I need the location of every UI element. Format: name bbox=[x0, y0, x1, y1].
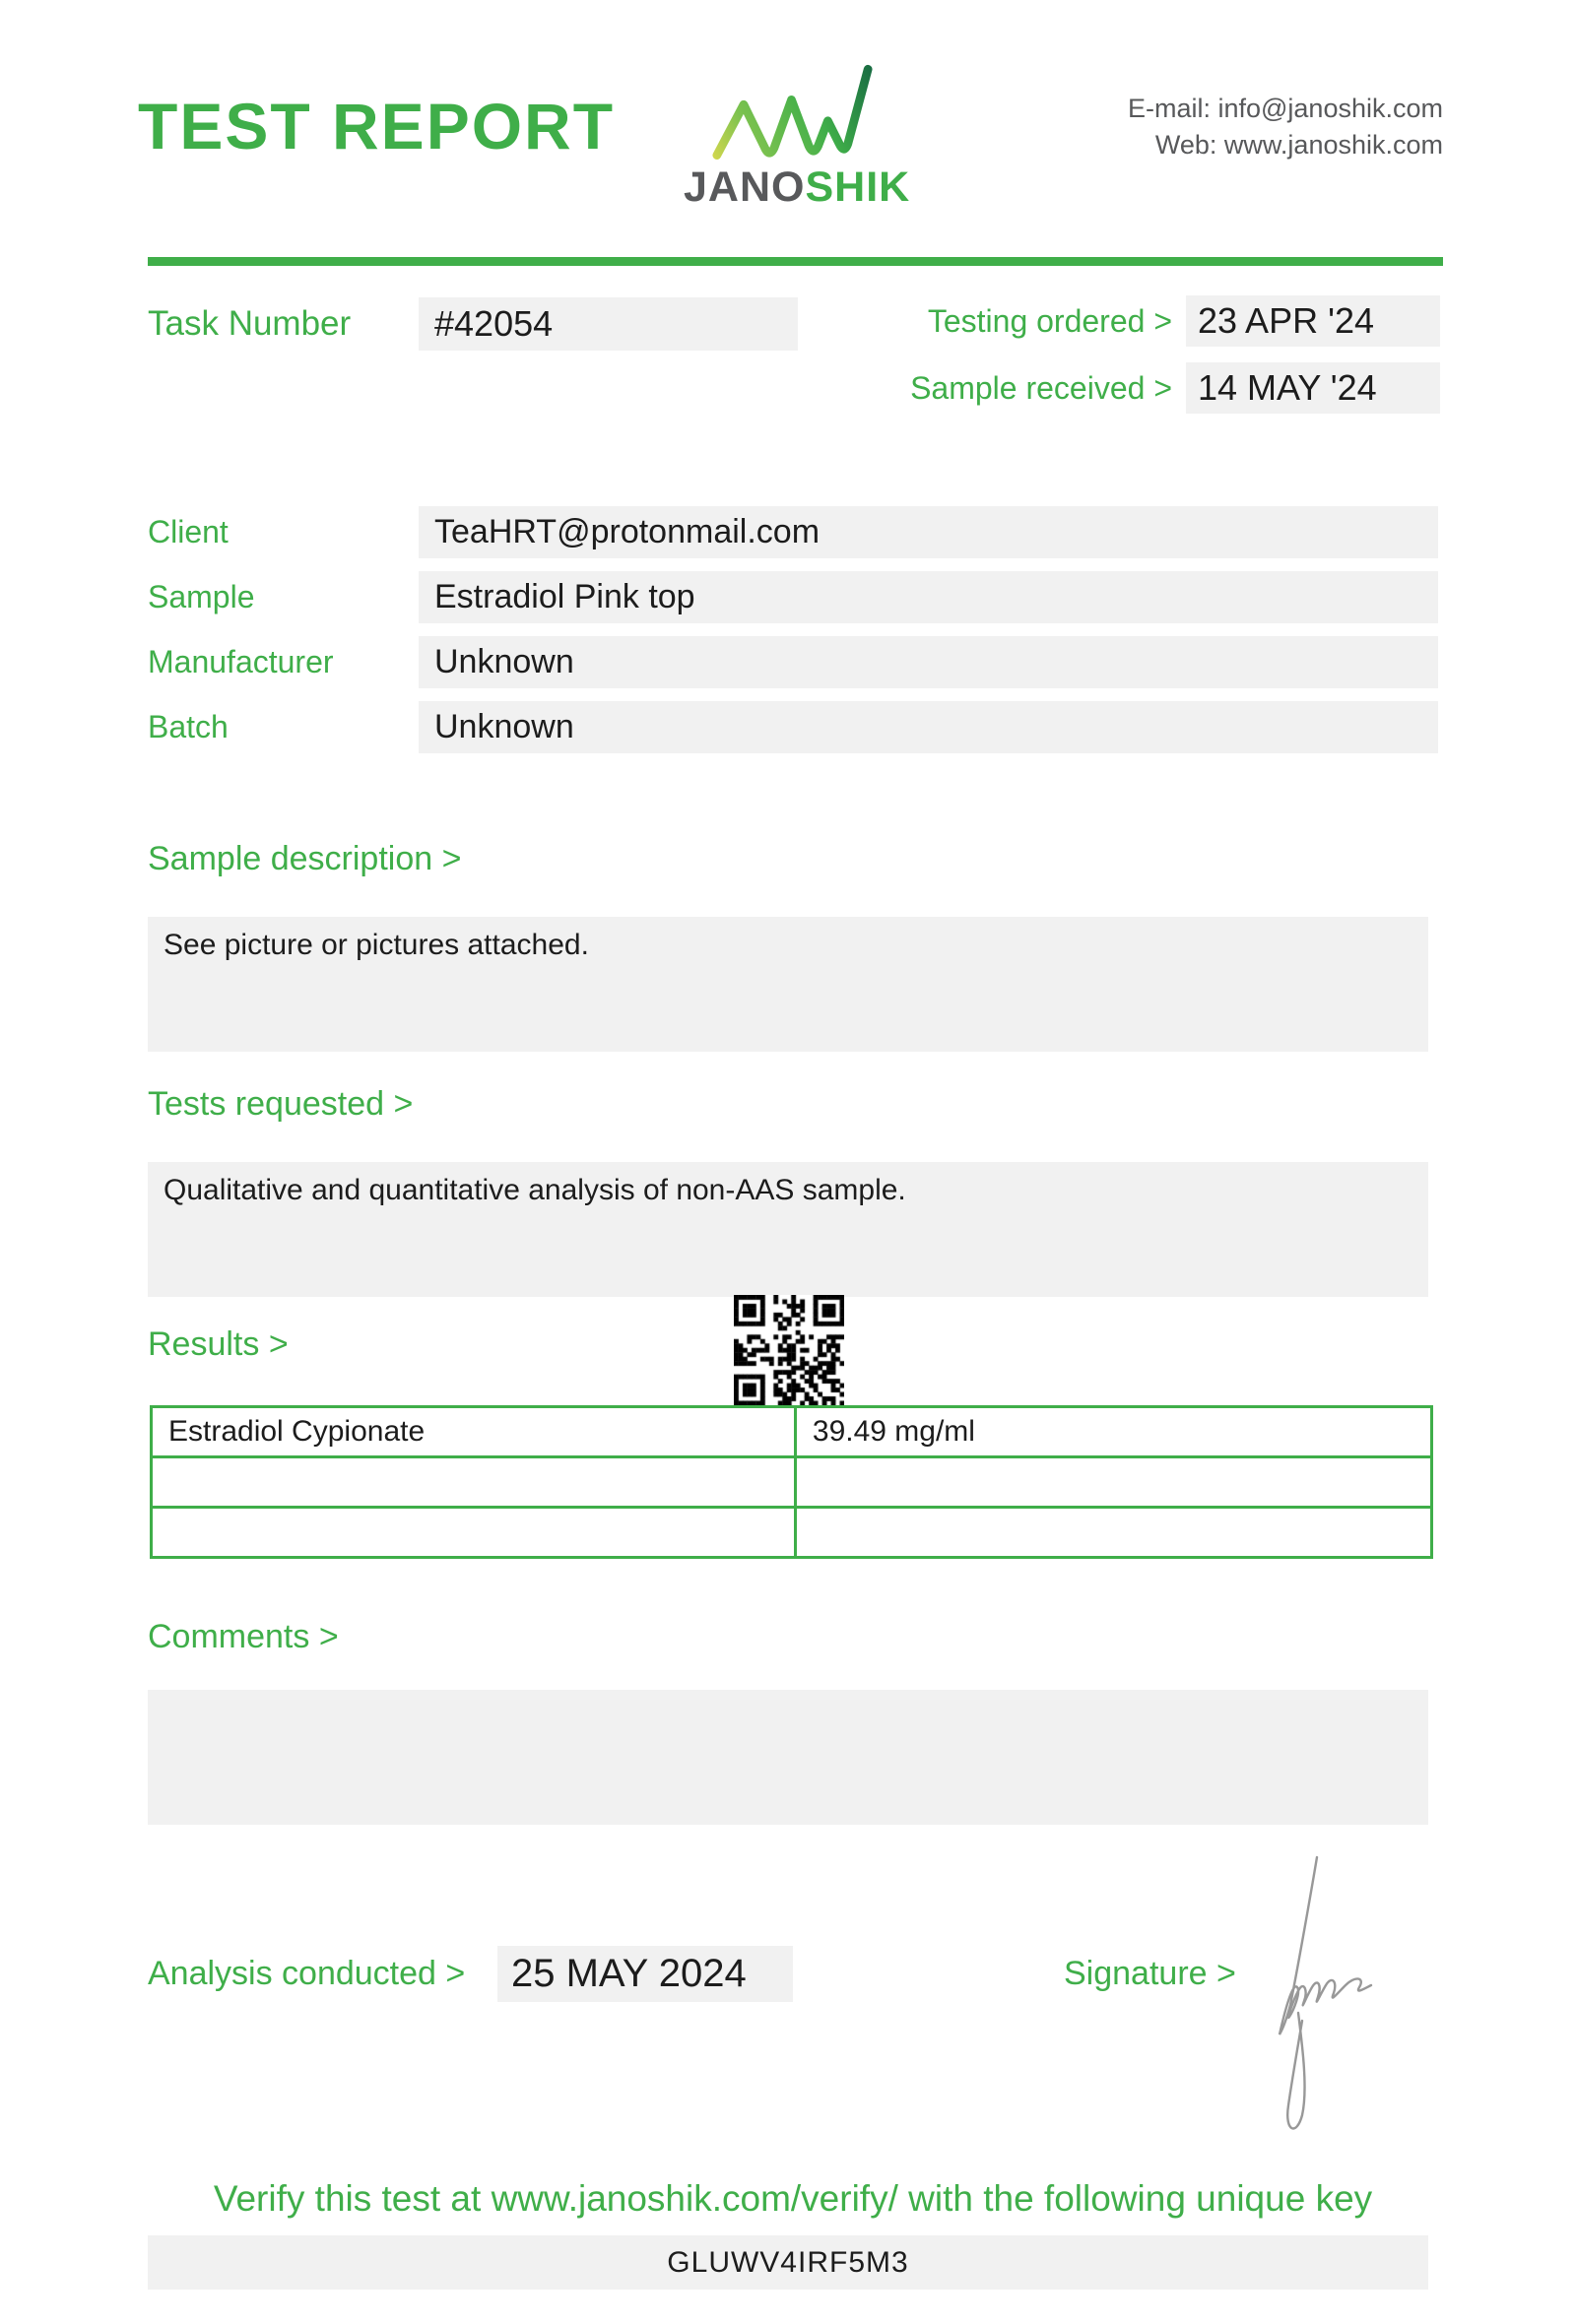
analysis-conducted-label: Analysis conducted > bbox=[148, 1955, 466, 1992]
contact-email: E-mail: info@janoshik.com bbox=[1127, 94, 1443, 123]
sample-description-text: See picture or pictures attached. bbox=[164, 929, 589, 961]
results-heading: Results > bbox=[148, 1325, 289, 1363]
verify-instruction: Verify this test at www.janoshik.com/verify/ with the following unique key bbox=[213, 2178, 1373, 2219]
verify-key: GLUWV4IRF5M3 bbox=[148, 2235, 1428, 2290]
sample-label: Sample bbox=[148, 579, 255, 614]
sample-description-box bbox=[148, 917, 1428, 1052]
result-substance bbox=[152, 1508, 796, 1558]
sample-received-value: 14 MAY '24 bbox=[1186, 362, 1440, 414]
tests-requested-heading: Tests requested > bbox=[148, 1085, 414, 1123]
result-value bbox=[795, 1508, 1431, 1558]
comments-heading: Comments > bbox=[148, 1618, 339, 1655]
qr-code bbox=[734, 1295, 844, 1405]
result-substance: Estradiol Cypionate bbox=[152, 1407, 796, 1457]
manufacturer-value: Unknown bbox=[419, 636, 1438, 688]
contact-info bbox=[1128, 91, 1443, 163]
testing-ordered-value: 23 APR '24 bbox=[1186, 295, 1440, 347]
sample-received-row bbox=[886, 362, 1440, 414]
batch-value: Unknown bbox=[419, 701, 1438, 753]
sample-description-heading: Sample description > bbox=[148, 840, 462, 877]
batch-label: Batch bbox=[148, 709, 229, 744]
results-table bbox=[150, 1405, 1433, 1559]
manufacturer-label: Manufacturer bbox=[148, 644, 334, 679]
result-value: 39.49 mg/ml bbox=[795, 1407, 1431, 1457]
client-label: Client bbox=[148, 514, 229, 549]
testing-ordered-label: Testing ordered > bbox=[927, 302, 1172, 339]
signature-label: Signature > bbox=[1064, 1955, 1236, 1992]
page-title: TEST REPORT bbox=[138, 90, 616, 162]
tests-requested-box bbox=[148, 1162, 1428, 1297]
result-value bbox=[795, 1457, 1431, 1508]
logo-wordmark bbox=[684, 163, 910, 212]
results-table-row bbox=[152, 1407, 1432, 1457]
task-number-label: Task Number bbox=[148, 304, 352, 343]
comments-box bbox=[148, 1690, 1428, 1825]
tests-requested-text: Qualitative and quantitative analysis of non-AAS sample. bbox=[164, 1174, 906, 1206]
testing-ordered-row bbox=[886, 295, 1440, 347]
signature-image bbox=[1269, 1847, 1389, 2143]
contact-web: Web: www.janoshik.com bbox=[1154, 130, 1443, 160]
client-value: TeaHRT@protonmail.com bbox=[419, 506, 1438, 558]
trend-chart-icon bbox=[711, 61, 874, 161]
results-table-row bbox=[152, 1457, 1432, 1508]
header-divider bbox=[148, 257, 1443, 266]
analysis-conducted-value: 25 MAY 2024 bbox=[497, 1946, 793, 2002]
result-substance bbox=[152, 1457, 796, 1508]
logo-wordmark-green: SHIK bbox=[805, 163, 911, 211]
logo-wordmark-gray: JANO bbox=[684, 163, 806, 211]
sample-value: Estradiol Pink top bbox=[419, 571, 1438, 623]
task-number-value: #42054 bbox=[419, 297, 798, 351]
sample-received-label: Sample received > bbox=[910, 369, 1172, 406]
results-table-row bbox=[152, 1508, 1432, 1558]
